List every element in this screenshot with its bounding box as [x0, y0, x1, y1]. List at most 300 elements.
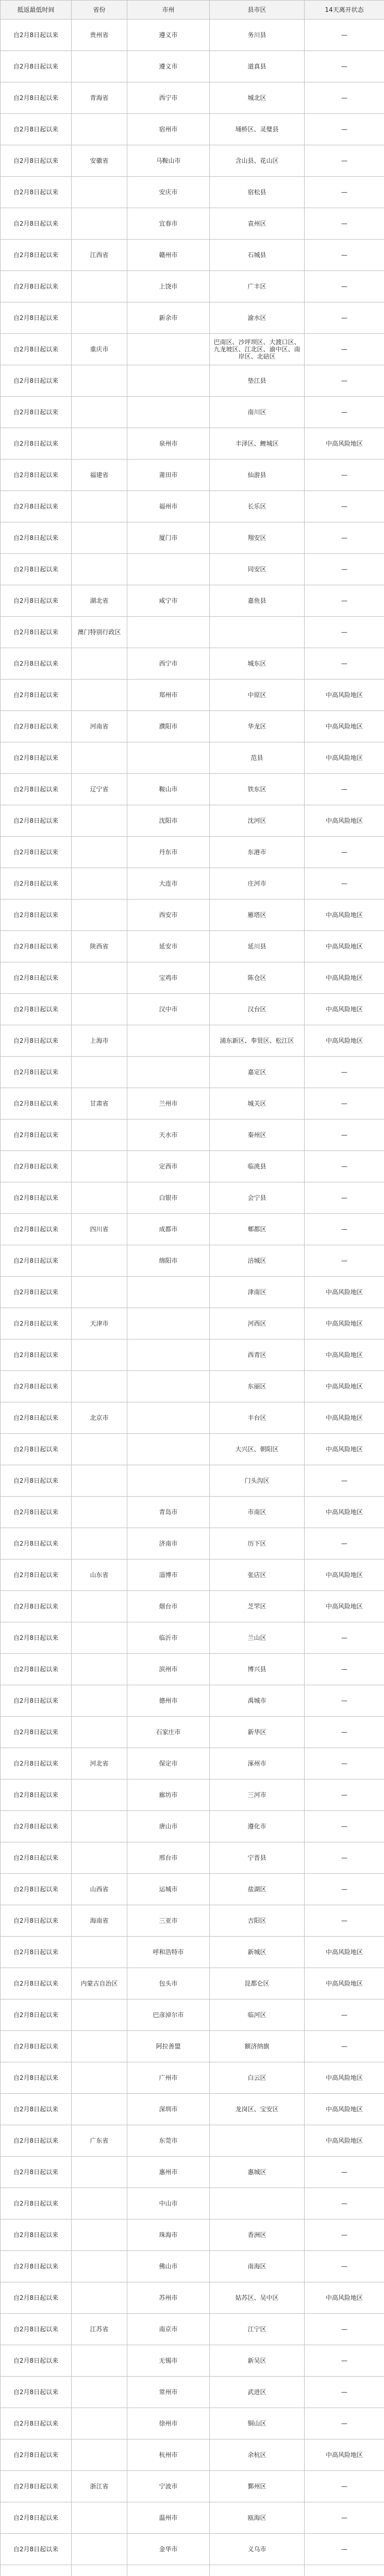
cell-date: 自2月8日起以来 [1, 1057, 72, 1088]
cell-status: — [305, 837, 384, 868]
cell-status: — [305, 1748, 384, 1780]
cell-province [72, 365, 127, 397]
cell-date: 自2月8日起以来 [1, 1025, 72, 1057]
cell-status: — [305, 585, 384, 617]
cell-city: 滨州市 [127, 1654, 210, 1685]
table-row [1, 1780, 384, 1811]
cell-district: 义乌市 [210, 2534, 305, 2565]
cell-province [72, 2534, 127, 2565]
cell-status: — [305, 2471, 384, 2502]
cell-city: 西宁市 [127, 82, 210, 114]
cell-city: 金华市 [127, 2534, 210, 2565]
cell-city: 巴彦淖尔市 [127, 1999, 210, 2031]
cell-province [72, 1151, 127, 1182]
cell-status: — [305, 2219, 384, 2251]
cell-province: 广东省 [72, 2125, 127, 2157]
cell-district: 广丰区 [210, 271, 305, 302]
table-row [1, 837, 384, 868]
cell-city: 德州市 [127, 1685, 210, 1717]
cell-date: 自2月8日起以来 [1, 554, 72, 585]
cell-district: 新吴区 [210, 2345, 305, 2377]
table-row [1, 1245, 384, 1277]
cell-province [72, 1811, 127, 1842]
cell-district: 雁塔区 [210, 900, 305, 931]
table-row [1, 2188, 384, 2219]
cell-district: 嘉鱼县 [210, 585, 305, 617]
cell-date: 自2月8日起以来 [1, 2125, 72, 2157]
cell-district: 会宁县 [210, 1182, 305, 1214]
cell-province [72, 2439, 127, 2471]
cell-city: 新余市 [127, 302, 210, 334]
cell-status: 中高风险地区 [305, 742, 384, 774]
header-status: 14天离开状态 [305, 1, 384, 20]
cell-city: 宝鸡市 [127, 962, 210, 994]
cell-status: — [305, 522, 384, 554]
header-date: 抵返最低时间 [1, 1, 72, 20]
table-row [1, 1120, 384, 1151]
cell-date: 自2月8日起以来 [1, 1497, 72, 1528]
cell-city: 广州市 [127, 2062, 210, 2094]
cell-status: — [305, 240, 384, 271]
cell-province [72, 2565, 127, 2576]
cell-city: 延安市 [127, 931, 210, 962]
cell-district: 城北区 [210, 82, 305, 114]
cell-province [72, 428, 127, 460]
table-row [1, 648, 384, 680]
table-row [1, 522, 384, 554]
cell-province: 河北省 [72, 1748, 127, 1780]
table-row [1, 1025, 384, 1057]
cell-district: 城东区 [210, 648, 305, 680]
cell-province: 重庆市 [72, 334, 127, 365]
cell-district: 河西区 [210, 1308, 305, 1340]
cell-date: 自2月8日起以来 [1, 1340, 72, 1371]
cell-date: 自2月8日起以来 [1, 460, 72, 491]
cell-date: 自2月8日起以来 [1, 1748, 72, 1780]
cell-city: 兰州市 [127, 1088, 210, 1120]
cell-district: 浦东新区、奉贤区、松江区 [210, 1025, 305, 1057]
cell-date: 自2月8日起以来 [1, 1182, 72, 1214]
cell-province [72, 208, 127, 240]
cell-city: 白银市 [127, 1182, 210, 1214]
cell-city: 呼和浩特市 [127, 1937, 210, 1968]
cell-district: 秦州区 [210, 1120, 305, 1151]
cell-district: 门头沟区 [210, 1465, 305, 1497]
cell-province: 湖北省 [72, 585, 127, 617]
table-row [1, 2345, 384, 2377]
cell-city: 三亚市 [127, 1905, 210, 1937]
cell-city: 遵义市 [127, 20, 210, 51]
cell-city: 东莞市 [127, 2125, 210, 2157]
cell-district: 龙岗区、宝安区 [210, 2094, 305, 2125]
table-row [1, 1434, 384, 1465]
cell-city: 福州市 [127, 491, 210, 522]
table-row [1, 2062, 384, 2094]
cell-status: — [305, 82, 384, 114]
cell-date: 自2月8日起以来 [1, 900, 72, 931]
cell-district: 兰山区 [210, 1622, 305, 1654]
cell-city: 青岛市 [127, 1497, 210, 1528]
cell-province [72, 397, 127, 428]
cell-date: 自2月8日起以来 [1, 2502, 72, 2534]
table-row [1, 2565, 384, 2576]
cell-province [72, 1528, 127, 1560]
cell-district: 额济纳旗 [210, 2031, 305, 2062]
cell-province [72, 742, 127, 774]
cell-status: — [305, 2157, 384, 2188]
cell-province [72, 1622, 127, 1654]
cell-district: 巴南区、沙坪坝区、大渡口区、九龙坡区、江北区、渝中区、南岸区、北碚区 [210, 334, 305, 365]
cell-city: 宁波市 [127, 2471, 210, 2502]
cell-date: 自2月8日起以来 [1, 114, 72, 145]
cell-province: 山西省 [72, 1874, 127, 1905]
cell-status: — [305, 1685, 384, 1717]
cell-district: 东丽区 [210, 1371, 305, 1402]
cell-district [210, 617, 305, 648]
cell-district: 新华区 [210, 1717, 305, 1748]
cell-city: 厦门市 [127, 522, 210, 554]
table-row [1, 1842, 384, 1874]
table-row [1, 1340, 384, 1371]
cell-status: 中高风险地区 [305, 2125, 384, 2157]
cell-date: 自2月8日起以来 [1, 680, 72, 711]
cell-date: 自2月8日起以来 [1, 1371, 72, 1402]
cell-province: 甘肃省 [72, 1088, 127, 1120]
cell-city: 苏州市 [127, 2282, 210, 2314]
cell-status: — [305, 2502, 384, 2534]
cell-city: 杭州市 [127, 2439, 210, 2471]
cell-province [72, 2282, 127, 2314]
cell-district: 香洲区 [210, 2219, 305, 2251]
cell-city: 常州市 [127, 2377, 210, 2408]
cell-date: 自2月8日起以来 [1, 837, 72, 868]
cell-date: 自2月8日起以来 [1, 365, 72, 397]
cell-city [127, 1277, 210, 1308]
cell-status: — [305, 302, 384, 334]
cell-date: 自2月8日起以来 [1, 1308, 72, 1340]
cell-city: 濮阳市 [127, 711, 210, 742]
table-row [1, 617, 384, 648]
cell-province: 山东省 [72, 1560, 127, 1591]
table-row [1, 114, 384, 145]
cell-city [127, 1465, 210, 1497]
cell-date: 自2月8日起以来 [1, 428, 72, 460]
table-row [1, 302, 384, 334]
cell-date: 自2月8日起以来 [1, 1874, 72, 1905]
cell-status: 中高风险地区 [305, 1434, 384, 1465]
cell-city [127, 2565, 210, 2576]
cell-status: — [305, 1214, 384, 1245]
cell-province: 天津市 [72, 1308, 127, 1340]
cell-date: 自2月8日起以来 [1, 2219, 72, 2251]
cell-status: — [305, 1842, 384, 1874]
cell-province: 辽宁省 [72, 774, 127, 805]
table-row [1, 774, 384, 805]
table-row [1, 1622, 384, 1654]
cell-status: 中高风险地区 [305, 1277, 384, 1308]
cell-district: 姑苏区、吴中区 [210, 2282, 305, 2314]
cell-status: 中高风险地区 [305, 931, 384, 962]
cell-status: — [305, 2345, 384, 2377]
cell-district: 吉阳区 [210, 1905, 305, 1937]
cell-province [72, 2188, 127, 2219]
cell-date: 自2月8日起以来 [1, 334, 72, 365]
cell-status: 中高风险地区 [305, 1497, 384, 1528]
cell-district [210, 2188, 305, 2219]
cell-district: 历下区 [210, 1528, 305, 1560]
table-row [1, 711, 384, 742]
cell-date: 自2月8日起以来 [1, 1717, 72, 1748]
table-row [1, 1905, 384, 1937]
cell-city: 泉州市 [127, 428, 210, 460]
cell-city: 绵阳市 [127, 1245, 210, 1277]
table-row [1, 334, 384, 365]
cell-date: 自2月8日起以来 [1, 1465, 72, 1497]
table-row [1, 1182, 384, 1214]
cell-province: 福建省 [72, 460, 127, 491]
table-row [1, 585, 384, 617]
cell-status: — [305, 20, 384, 51]
cell-date: 自2月8日起以来 [1, 1120, 72, 1151]
cell-district: 丰泽区、鲤城区 [210, 428, 305, 460]
cell-district: 禹城市 [210, 1685, 305, 1717]
cell-date: 自2月8日起以来 [1, 994, 72, 1025]
cell-date: 自2月8日起以来 [1, 1214, 72, 1245]
cell-province: 江西省 [72, 240, 127, 271]
cell-status: — [305, 617, 384, 648]
cell-status: — [305, 1057, 384, 1088]
cell-date: 自2月8日起以来 [1, 1999, 72, 2031]
table-row [1, 1999, 384, 2031]
cell-city [127, 1025, 210, 1057]
cell-status: — [305, 1528, 384, 1560]
cell-date: 自2月8日起以来 [1, 1560, 72, 1591]
cell-date: 自2月8日起以来 [1, 2094, 72, 2125]
table-row [1, 2219, 384, 2251]
cell-status: — [305, 2314, 384, 2345]
cell-status: — [305, 774, 384, 805]
cell-date: 自2月8日起以来 [1, 302, 72, 334]
cell-district: 余杭区 [210, 2439, 305, 2471]
cell-status: — [305, 460, 384, 491]
cell-province [72, 1182, 127, 1214]
cell-province [72, 994, 127, 1025]
table-body [1, 20, 384, 2576]
cell-status: 中高风险地区 [305, 1937, 384, 1968]
cell-status: — [305, 868, 384, 900]
cell-province [72, 868, 127, 900]
cell-province [72, 1842, 127, 1874]
cell-status: 中高风险地区 [305, 680, 384, 711]
cell-date: 自2月8日起以来 [1, 617, 72, 648]
cell-district: 遵化市 [210, 1811, 305, 1842]
cell-city [127, 397, 210, 428]
cell-province [72, 1277, 127, 1308]
cell-province [72, 2062, 127, 2094]
cell-date: 自2月8日起以来 [1, 2157, 72, 2188]
cell-city: 西宁市 [127, 648, 210, 680]
cell-district: 垫江县 [210, 365, 305, 397]
cell-status: — [305, 2031, 384, 2062]
cell-city: 温州市 [127, 2502, 210, 2534]
table-row [1, 1151, 384, 1182]
cell-district [210, 2125, 305, 2157]
cell-district: 道真县 [210, 51, 305, 82]
cell-province [72, 1465, 127, 1497]
cell-district: 同安区 [210, 554, 305, 585]
cell-district [210, 2565, 305, 2576]
cell-status: 中高风险地区 [305, 805, 384, 837]
cell-city: 咸宁市 [127, 585, 210, 617]
cell-city [127, 1057, 210, 1088]
cell-date: 自2月8日起以来 [1, 1937, 72, 1968]
cell-date: 自2月8日起以来 [1, 2534, 72, 2565]
table-row [1, 428, 384, 460]
cell-district: 东港市 [210, 837, 305, 868]
cell-province [72, 2408, 127, 2439]
cell-province [72, 2502, 127, 2534]
cell-date: 自2月8日起以来 [1, 2471, 72, 2502]
cell-district: 袁州区 [210, 208, 305, 240]
cell-district: 埇桥区、灵璧县 [210, 114, 305, 145]
cell-city: 廊坊市 [127, 1780, 210, 1811]
cell-city: 成都市 [127, 1214, 210, 1245]
table-row [1, 900, 384, 931]
cell-province: 内蒙古自治区 [72, 1968, 127, 1999]
cell-district: 宿松县 [210, 177, 305, 208]
table-row [1, 365, 384, 397]
cell-province [72, 491, 127, 522]
cell-city: 烟台市 [127, 1591, 210, 1622]
cell-date: 自2月8日起以来 [1, 2031, 72, 2062]
table-row [1, 2471, 384, 2502]
cell-status: — [305, 397, 384, 428]
cell-district: 务川县 [210, 20, 305, 51]
cell-city: 宜春市 [127, 208, 210, 240]
table-row [1, 460, 384, 491]
cell-date: 自2月8日起以来 [1, 1685, 72, 1717]
cell-district: 芝罘区 [210, 1591, 305, 1622]
cell-province [72, 1685, 127, 1717]
cell-date: 自2月8日起以来 [1, 1402, 72, 1434]
cell-date: 自2月8日起以来 [1, 397, 72, 428]
table-row [1, 994, 384, 1025]
cell-district: 瓯海区 [210, 2502, 305, 2534]
cell-status: 中高风险地区 [305, 1340, 384, 1371]
cell-date: 自2月8日起以来 [1, 742, 72, 774]
cell-date: 自2月8日起以来 [1, 1968, 72, 1999]
header-city: 市州 [127, 1, 210, 20]
table-row [1, 2377, 384, 2408]
cell-district: 武进区 [210, 2377, 305, 2408]
cell-city: 保定市 [127, 1748, 210, 1780]
cell-province [72, 2157, 127, 2188]
cell-status: — [305, 648, 384, 680]
cell-province [72, 1245, 127, 1277]
cell-city [127, 617, 210, 648]
cell-date: 自2月8日起以来 [1, 1245, 72, 1277]
cell-date: 自2月8日起以来 [1, 2314, 72, 2345]
table-row [1, 2502, 384, 2534]
cell-status: — [305, 1654, 384, 1685]
cell-district: 鄞州区 [210, 2471, 305, 2502]
cell-status: — [305, 1905, 384, 1937]
cell-city: 莆田市 [127, 460, 210, 491]
cell-province [72, 837, 127, 868]
cell-status: — [305, 208, 384, 240]
cell-district: 延川县 [210, 931, 305, 962]
cell-date: 自2月8日起以来 [1, 208, 72, 240]
cell-date [1, 2565, 72, 2576]
cell-date: 自2月8日起以来 [1, 2188, 72, 2219]
cell-district: 临河区 [210, 1999, 305, 2031]
cell-province: 浙江省 [72, 2471, 127, 2502]
cell-district: 沈河区 [210, 805, 305, 837]
table-row [1, 20, 384, 51]
cell-date: 自2月8日起以来 [1, 491, 72, 522]
cell-date: 自2月8日起以来 [1, 2377, 72, 2408]
cell-date: 自2月8日起以来 [1, 522, 72, 554]
table-row [1, 2094, 384, 2125]
cell-district: 市南区 [210, 1497, 305, 1528]
cell-province [72, 271, 127, 302]
cell-city [127, 554, 210, 585]
cell-status: 中高风险地区 [305, 2439, 384, 2471]
cell-province [72, 1497, 127, 1528]
cell-date: 自2月8日起以来 [1, 1654, 72, 1685]
cell-province: 陕西省 [72, 931, 127, 962]
cell-district: 博兴县 [210, 1654, 305, 1685]
cell-province [72, 900, 127, 931]
table-row [1, 1371, 384, 1402]
cell-district: 南海区 [210, 2251, 305, 2282]
cell-province [72, 554, 127, 585]
cell-district: 长乐区 [210, 491, 305, 522]
cell-district: 张店区 [210, 1560, 305, 1591]
table-row [1, 1685, 384, 1717]
cell-district: 渝水区 [210, 302, 305, 334]
cell-city: 遵义市 [127, 51, 210, 82]
cell-date: 自2月8日起以来 [1, 1434, 72, 1465]
cell-city [127, 1340, 210, 1371]
cell-status: — [305, 2251, 384, 2282]
cell-date: 自2月8日起以来 [1, 931, 72, 962]
cell-status: 中高风险地区 [305, 1025, 384, 1057]
cell-date: 自2月8日起以来 [1, 20, 72, 51]
table-row [1, 1465, 384, 1497]
cell-district: 翔安区 [210, 522, 305, 554]
cell-status: 中高风险地区 [305, 2282, 384, 2314]
cell-date: 自2月8日起以来 [1, 1088, 72, 1120]
cell-city [127, 742, 210, 774]
cell-province: 北京市 [72, 1402, 127, 1434]
cell-city [127, 1308, 210, 1340]
cell-date: 自2月8日起以来 [1, 82, 72, 114]
cell-status: — [305, 1780, 384, 1811]
cell-date: 自2月8日起以来 [1, 51, 72, 82]
table-row [1, 2534, 384, 2565]
cell-status: — [305, 1811, 384, 1842]
cell-province [72, 51, 127, 82]
cell-city: 丹东市 [127, 837, 210, 868]
cell-date: 自2月8日起以来 [1, 2345, 72, 2377]
cell-province: 河南省 [72, 711, 127, 742]
cell-city: 上饶市 [127, 271, 210, 302]
cell-district: 津南区 [210, 1277, 305, 1308]
cell-city: 石家庄市 [127, 1717, 210, 1748]
cell-status: — [305, 1182, 384, 1214]
cell-status: — [305, 554, 384, 585]
